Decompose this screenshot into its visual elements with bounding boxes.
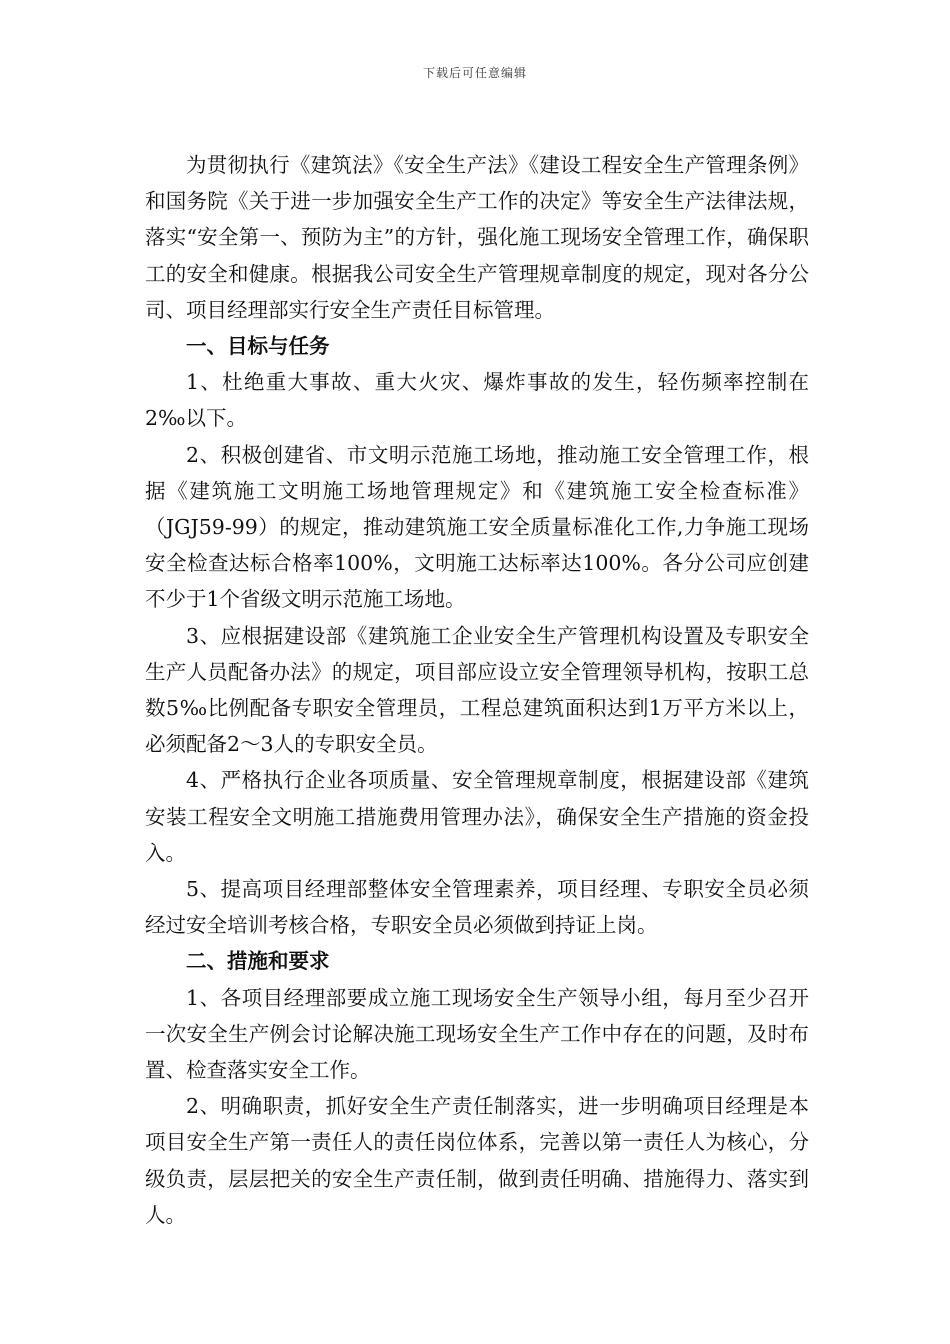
measure-item-1: 1、各项目经理部要成立施工现场安全生产领导小组，每月至少召开一次安全生产例会讨论解决施工现场安全生产工作中存在的问题，及时布置、检查落实安全工作。 (145, 985, 809, 1083)
goal-item-3: 3、应根据建设部《建筑施工企业安全生产管理机构设置及专职安全生产人员配备办法》的规定，项目部应设立安全管理领导机构，按职工总数5‰比例配备专职安全管理员，工程总建筑面积达到1万平方米以上，必须配备2～3人的专职安全员。 (145, 623, 809, 757)
goal-item-2: 2、积极创建省、市文明示范施工场地，推动施工安全管理工作，根据《建筑施工文明施工场地管理规定》和《建筑施工安全检查标准》（JGJ59-99）的规定，推动建筑施工安全质量标准化工作,力争施工现场安全检查达标合格率100%，文明施工达标率达100%。各分公司应创建不少于1个省级文明示范施工场地。 (145, 442, 809, 612)
section-heading-measures: 二、措施和要求 (186, 949, 330, 974)
goal-item-1: 1、杜绝重大事故、重大火灾、爆炸事故的发生，轻伤频率控制在2‰以下。 (145, 370, 809, 431)
section-heading-goals: 一、目标与任务 (186, 334, 330, 359)
intro-paragraph: 为贯彻执行《建筑法》《安全生产法》《建设工程安全生产管理条例》和国务院《关于进一步加强安全生产工作的决定》等安全生产法律法规，落实“安全第一、预防为主”的方针，强化施工现场安全管理工作，确保职工的安全和健康。根据我公司安全生产管理规章制度的规定，现对各分公司、项目经理部实行安全生产责任目标管理。 (145, 153, 809, 322)
goal-item-5: 5、提高项目经理部整体安全管理素养，项目经理、专职安全员必须经过安全培训考核合格，专职安全员必须做到持证上岗。 (145, 877, 809, 938)
header-note: 下载后可任意编辑 (422, 66, 527, 80)
document-body (145, 147, 809, 1233)
goal-item-4: 4、严格执行企业各项质量、安全管理规章制度，根据建设部《建筑安装工程安全文明施工措施费用管理办法》，确保安全生产措施的资金投入。 (145, 768, 809, 865)
measure-item-2: 2、明确职责，抓好安全生产责任制落实，进一步明确项目经理是本项目安全生产第一责任人的责任岗位体系，完善以第一责任人为核心，分级负责，层层把关的安全生产责任制，做到责任明确、措施得力、落实到人。 (145, 1094, 809, 1227)
